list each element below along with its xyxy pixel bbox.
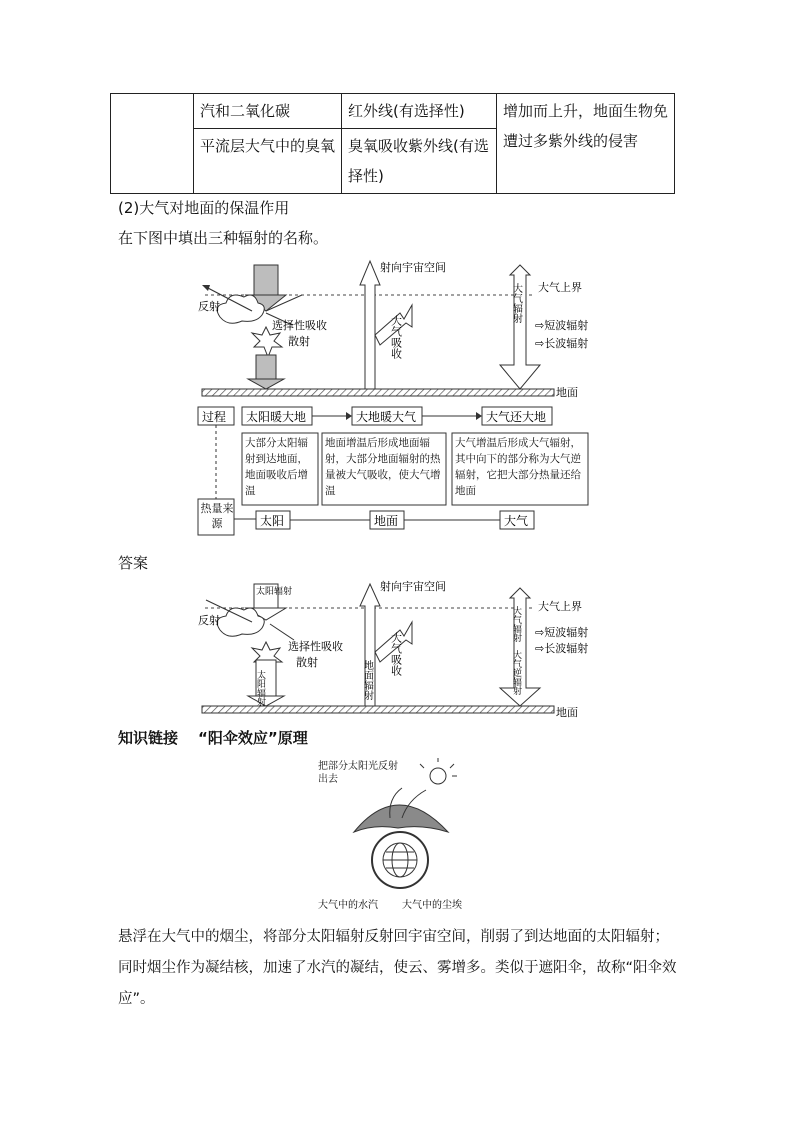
answer-diagram: [190, 578, 600, 720]
umbrella-icon: [354, 805, 448, 832]
ground-bar: [202, 706, 554, 713]
atm-absorb-label: 大气吸收: [389, 315, 403, 359]
section-title: (2)大气对地面的保温作用: [118, 199, 290, 217]
greenhouse-diagram: [190, 255, 600, 545]
upper-boundary-label: 大气上界: [538, 600, 582, 613]
solar-arrow: [254, 265, 278, 295]
solar-radiation-label: 太阳辐射: [256, 587, 293, 597]
table-cell: 臭氧吸收紫外线(有选择性): [342, 129, 497, 194]
src1-label: 太阳: [260, 514, 285, 528]
atm-radiation-label: 大气辐射: [510, 283, 522, 323]
ground-radiation-label: 地面辐射: [361, 660, 373, 700]
counter-radiation-label: 大气逆辐射: [511, 650, 521, 695]
selective-absorb-label: 选择性吸收: [288, 640, 343, 653]
ground-radiation-arrow: [360, 261, 380, 389]
ground-bar: [202, 389, 554, 396]
desc3-text: 大气增温后形成大气辐射，其中向下的部分称为大气逆辐射，它把大部分热量还给地面: [455, 437, 581, 497]
scatter-label: 散射: [296, 656, 318, 669]
answer-label: 答案: [118, 554, 149, 572]
src3-label: 大气: [504, 514, 529, 528]
short-wave-label: ⇨短波辐射: [535, 319, 589, 332]
table-cell: 汽和二氧化碳: [194, 94, 342, 129]
upper-boundary-label: 大气上界: [538, 281, 582, 294]
atm-absorb-label: 大气吸收: [389, 632, 403, 676]
solar-radiation-label-lower: 太阳辐射: [255, 670, 265, 706]
long-wave-label: ⇨长波辐射: [535, 337, 589, 350]
instruction-text: 在下图中填出三种辐射的名称。: [118, 229, 329, 247]
explanation-paragraph: 悬浮在大气中的烟尘，将部分太阳辐射反射回宇宙空间，削弱了到达地面的太阳辐射；同时烟尘作为凝结核，加速了水汽的凝结，使云、雾增多。类似于遮阳伞，故称“阳伞效应”。: [118, 929, 677, 1007]
table-cell: 增加而上升，地面生物免遭过多紫外线的侵害: [497, 94, 675, 194]
ground-label: 地面: [556, 706, 578, 719]
umbrella-caption: 把部分太阳光反射出去: [318, 761, 398, 785]
scatter-label: 散射: [288, 335, 310, 348]
selective-absorb-label: 选择性吸收: [272, 319, 327, 332]
knowledge-title: “阳伞效应”原理: [198, 729, 308, 747]
table-cell: 红外线(有选择性): [342, 94, 497, 129]
sun-icon: [430, 768, 446, 784]
desc1-text: 大部分太阳辐射到达地面，地面吸收后增温: [245, 437, 308, 497]
process-label: 过程: [202, 410, 227, 424]
table-row: [111, 94, 675, 129]
water-vapor-label: 大气中的水汽: [318, 900, 378, 911]
umbrella-effect-diagram: [310, 758, 480, 918]
ground-label: 地面: [556, 386, 578, 399]
atmosphere-table: [110, 93, 675, 194]
space-label: 射向宇宙空间: [380, 580, 446, 593]
stage3-label: 大气还大地: [486, 410, 547, 424]
reflect-label: 反射: [198, 300, 220, 313]
dust-label: 大气中的尘埃: [402, 900, 462, 911]
src2-label: 地面: [374, 514, 399, 528]
reflect-label: 反射: [198, 614, 220, 627]
stage1-label: 太阳暖大地: [246, 410, 307, 424]
stage2-label: 大地暖大气: [356, 410, 417, 424]
heat-source-label: 热量来源: [200, 502, 234, 530]
desc2-text: 地面增温后形成地面辐射，大部分地面辐射的热量被大气吸收，使大气增温: [325, 437, 441, 497]
table-cell: 平流层大气中的臭氧: [194, 129, 342, 194]
short-wave-label: ⇨短波辐射: [535, 626, 589, 639]
space-label: 射向宇宙空间: [380, 261, 446, 274]
atm-radiation-label: 大气辐射: [511, 606, 521, 642]
table-cell: [111, 94, 194, 194]
long-wave-label: ⇨长波辐射: [535, 642, 589, 655]
knowledge-link-label: 知识链接: [118, 729, 179, 747]
